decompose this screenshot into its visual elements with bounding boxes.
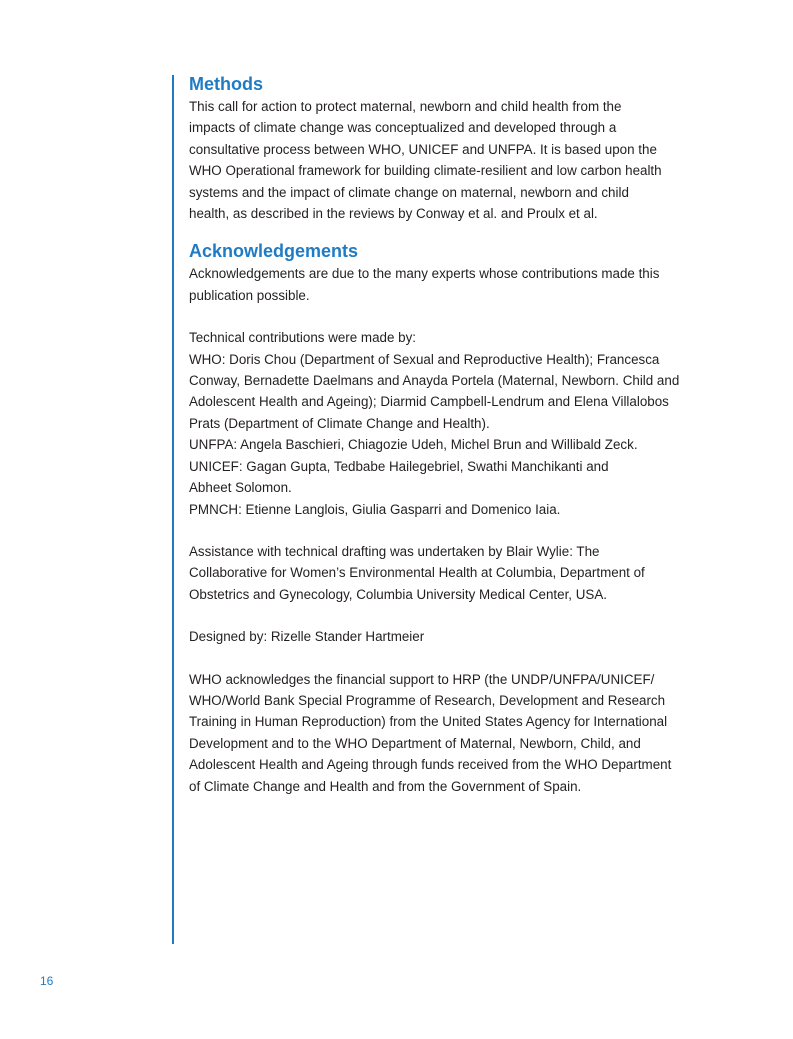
text-line: Technical contributions were made by: (189, 330, 417, 346)
methods-heading: Methods (189, 74, 263, 94)
text-line: WHO Operational framework for building climate-resilient and low carbon health (189, 163, 662, 179)
text-line: Designed by: Rizelle Stander Hartmeier (189, 629, 425, 645)
funding-acknowledgement (189, 669, 729, 797)
methods-section (189, 72, 729, 224)
text-line: WHO acknowledges the financial support to HRP (the UNDP/UNFPA/UNICEF/ (189, 671, 655, 687)
text-line: of Climate Change and Health and from the Government of Spain. (189, 778, 582, 794)
text-line: Training in Human Reproduction) from the United States Agency for International (189, 714, 668, 730)
acknowledgements-section (189, 239, 729, 797)
text-line: UNFPA: Angela Baschieri, Chiagozie Udeh, Michel Brun and Willibald Zeck. (189, 437, 638, 453)
text-line: impacts of climate change was conceptualized and developed through a (189, 120, 617, 136)
page-number: 16 (40, 974, 54, 988)
drafting-assistance (189, 541, 729, 605)
acknowledgements-intro (189, 263, 729, 306)
text-line: Prats (Department of Climate Change and Health). (189, 415, 490, 431)
design-credit (189, 626, 729, 647)
text-line: Adolescent Health and Ageing); Diarmid Campbell-Lendrum and Elena Villalobos (189, 394, 669, 410)
text-line: PMNCH: Etienne Langlois, Giulia Gasparri and Domenico Iaia. (189, 501, 561, 517)
text-line: systems and the impact of climate change on maternal, newborn and child (189, 184, 629, 200)
text-line: UNICEF: Gagan Gupta, Tedbabe Hailegebriel, Swathi Manchikanti and (189, 458, 609, 474)
text-line: consultative process between WHO, UNICEF and UNFPA. It is based upon the (189, 141, 657, 157)
text-line: Obstetrics and Gynecology, Columbia University Medical Center, USA. (189, 586, 608, 602)
text-line: Conway, Bernadette Daelmans and Anayda Portela (Maternal, Newborn. Child and (189, 373, 680, 389)
page-content (189, 72, 729, 797)
text-line: health, as described in the reviews by Conway et al. and Proulx et al. (189, 206, 598, 222)
text-line: publication possible. (189, 287, 310, 303)
methods-paragraph (189, 96, 729, 224)
text-line: WHO/World Bank Special Programme of Research, Development and Research (189, 692, 666, 708)
text-line: WHO: Doris Chou (Department of Sexual and Reproductive Health); Francesca (189, 351, 660, 367)
text-line: This call for action to protect maternal, newborn and child health from the (189, 99, 622, 114)
text-line: Abheet Solomon. (189, 480, 292, 496)
left-accent-rule (172, 75, 174, 944)
text-line: Development and to the WHO Department of Maternal, Newborn, Child, and (189, 735, 641, 751)
text-line: Collaborative for Women’s Environmental Health at Columbia, Department of (189, 565, 645, 581)
text-line: Adolescent Health and Ageing through funds received from the WHO Department (189, 757, 672, 773)
text-line: Assistance with technical drafting was undertaken by Blair Wylie: The (189, 543, 600, 559)
acknowledgements-heading: Acknowledgements (189, 241, 359, 262)
technical-contributions (189, 327, 729, 520)
text-line: Acknowledgements are due to the many experts whose contributions made this (189, 266, 660, 282)
